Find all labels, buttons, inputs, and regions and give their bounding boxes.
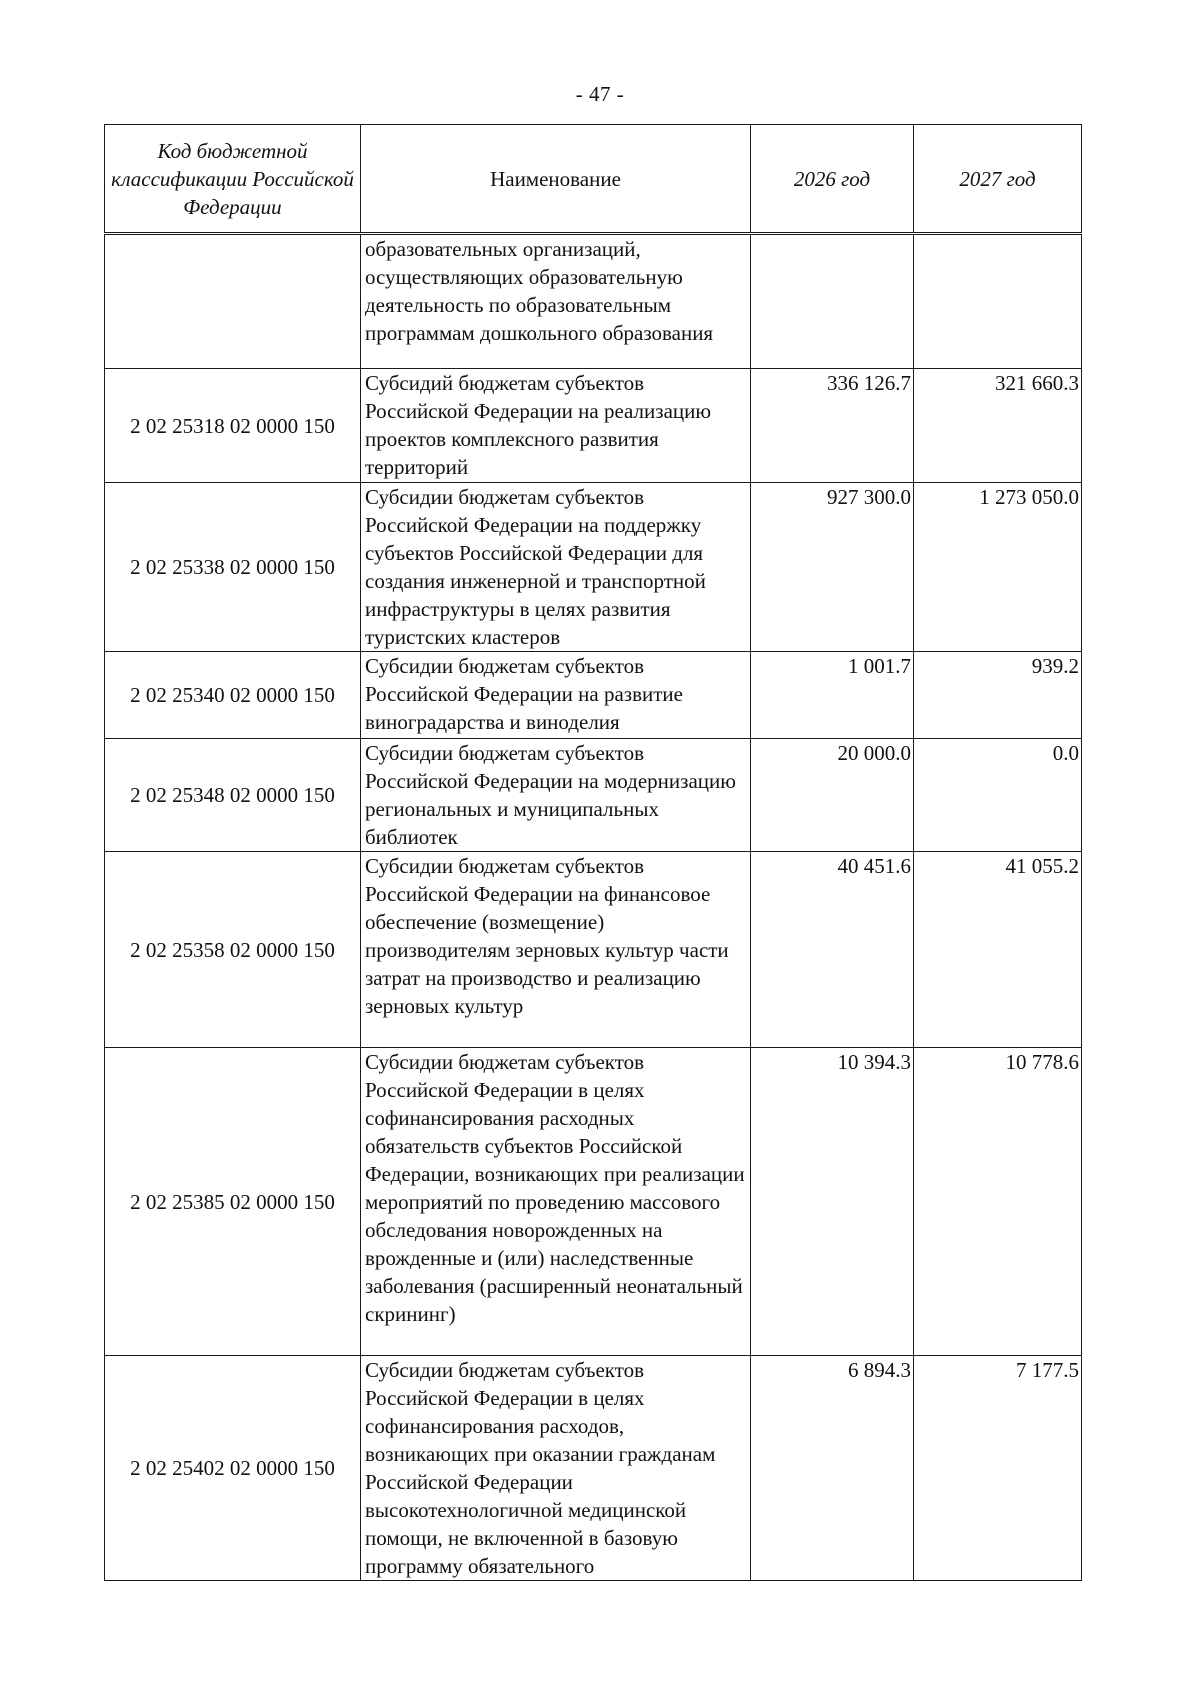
row-name: Субсидии бюджетам субъектов Российской Федерации на модернизацию региональных и муниципальных библиотек [361, 739, 751, 852]
header-year-2026: 2026 год [751, 125, 914, 234]
table-row [105, 652, 1082, 739]
row-value-2027: 939.2 [914, 652, 1082, 739]
row-value-2026: 6 894.3 [751, 1356, 914, 1581]
row-value-2026: 1 001.7 [751, 652, 914, 739]
budget-table [104, 124, 1082, 1581]
row-value-2027: 1 273 050.0 [914, 483, 1082, 652]
row-code [105, 234, 361, 369]
row-value-2026: 927 300.0 [751, 483, 914, 652]
row-name: Субсидии бюджетам субъектов Российской Федерации на поддержку субъектов Российской Федерации для создания инженерной и транспортной инфраструктуры в целях развития туристских кластеров [361, 483, 751, 652]
row-value-2027: 10 778.6 [914, 1048, 1082, 1356]
table-row [105, 1356, 1082, 1581]
row-value-2026: 336 126.7 [751, 369, 914, 483]
row-value-2026 [751, 234, 914, 369]
row-code: 2 02 25338 02 0000 150 [105, 483, 361, 652]
row-value-2026: 40 451.6 [751, 852, 914, 1048]
header-row [105, 125, 1082, 234]
header-year-2027: 2027 год [914, 125, 1082, 234]
table-row [105, 369, 1082, 483]
table-body [105, 234, 1082, 1581]
row-value-2026: 10 394.3 [751, 1048, 914, 1356]
row-value-2027 [914, 234, 1082, 369]
row-name: Субсидии бюджетам субъектов Российской Федерации в целях софинансирования расходов, возникающих при оказании гражданам Российской Федерации высокотехнологичной медицинской помощи, не включенной в базовую программу обязательного [361, 1356, 751, 1581]
row-code: 2 02 25340 02 0000 150 [105, 652, 361, 739]
row-value-2027: 41 055.2 [914, 852, 1082, 1048]
row-name: Субсидии бюджетам субъектов Российской Федерации в целях софинансирования расходных обязательств субъектов Российской Федерации, возникающих при реализации мероприятий по проведению массового обследования новорожденных на врожденные и (или) наследственные заболевания (расширенный неонатальный скрининг) [361, 1048, 751, 1356]
table-row [105, 1048, 1082, 1356]
row-name: Субсидий бюджетам субъектов Российской Федерации на реализацию проектов комплексного развития территорий [361, 369, 751, 483]
table-header [105, 125, 1082, 234]
row-code: 2 02 25358 02 0000 150 [105, 852, 361, 1048]
row-name: образовательных организаций, осуществляющих образовательную деятельность по образовательным программам дошкольного образования [361, 234, 751, 369]
row-value-2027: 321 660.3 [914, 369, 1082, 483]
page-number: - 47 - [575, 82, 625, 106]
row-value-2027: 0.0 [914, 739, 1082, 852]
row-name: Субсидии бюджетам субъектов Российской Федерации на развитие виноградарства и виноделия [361, 652, 751, 739]
row-code: 2 02 25318 02 0000 150 [105, 369, 361, 483]
table-row [105, 852, 1082, 1048]
row-code: 2 02 25348 02 0000 150 [105, 739, 361, 852]
table-row [105, 234, 1082, 369]
header-code: Код бюджетной классификации Российской Федерации [105, 125, 361, 234]
header-name: Наименование [361, 125, 751, 234]
row-value-2026: 20 000.0 [751, 739, 914, 852]
table-row [105, 739, 1082, 852]
row-code: 2 02 25402 02 0000 150 [105, 1356, 361, 1581]
row-value-2027: 7 177.5 [914, 1356, 1082, 1581]
row-name: Субсидии бюджетам субъектов Российской Федерации на финансовое обеспечение (возмещение) производителям зерновых культур части затрат на производство и реализацию зерновых культур [361, 852, 751, 1048]
table-row [105, 483, 1082, 652]
row-code: 2 02 25385 02 0000 150 [105, 1048, 361, 1356]
